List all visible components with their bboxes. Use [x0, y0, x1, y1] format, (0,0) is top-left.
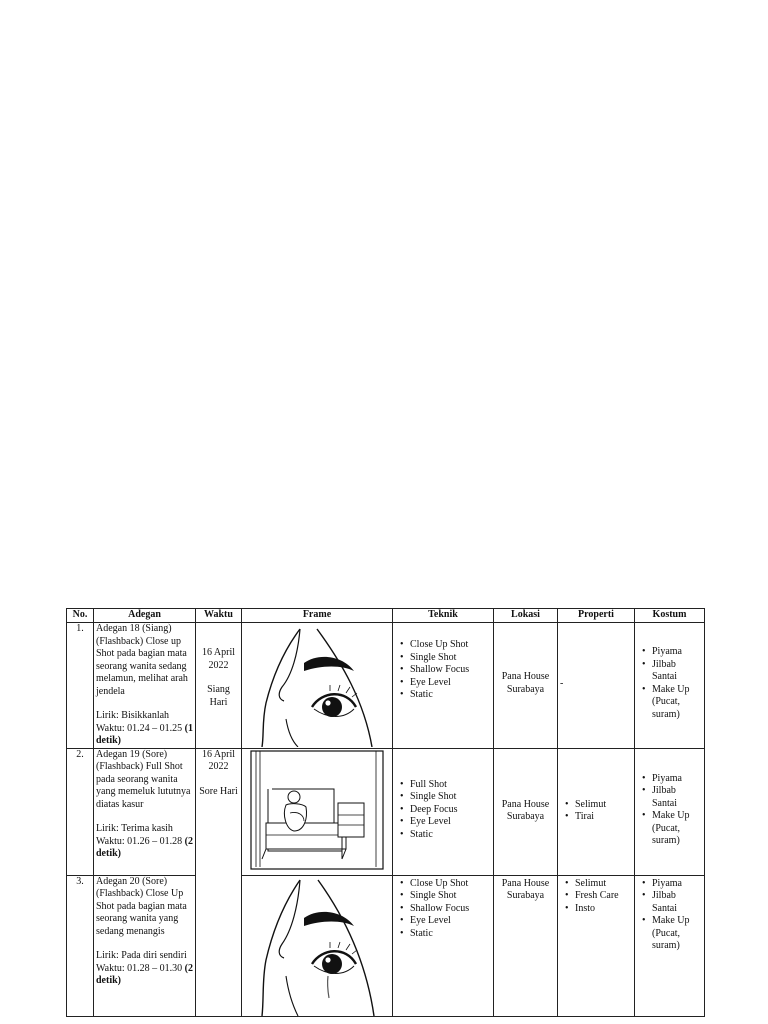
location-text: Pana House Surabaya [501, 671, 550, 695]
teknik-cell [393, 875, 494, 1016]
scene-lyric: Lirik: Terima kasih [96, 823, 173, 834]
list-item: • Deep Focus [395, 804, 491, 817]
list-item: • Insto [560, 903, 632, 916]
table-header-row [67, 609, 705, 623]
list-item: • Single Shot [395, 652, 491, 665]
scene-description: Adegan 20 (Sore) (Flashback) Close Up Shot pada bagian mata seorang wanita yang sedang menangis [96, 875, 187, 937]
teknik-cell [393, 623, 494, 749]
shoot-time-of-day: Siang Hari [207, 684, 230, 708]
header-waktu: Waktu [196, 609, 242, 623]
row-number: 3. [67, 875, 94, 1016]
location-text: Pana House Surabaya [501, 877, 550, 901]
shoot-time-of-day: Sore Hari [199, 785, 238, 797]
list-item: • Selimut [560, 878, 632, 891]
header-lokasi: Lokasi [494, 609, 558, 623]
header-teknik: Teknik [393, 609, 494, 623]
storyboard-table [66, 608, 705, 1017]
list-item: • Static [395, 689, 491, 702]
frame-cell [242, 875, 393, 1016]
list-item: • Jilbab Santai [637, 659, 702, 684]
list-item: • Close Up Shot [395, 639, 491, 652]
table-row [67, 875, 705, 1016]
list-item: • Piyama [637, 773, 702, 786]
list-item: • Tirai [560, 811, 632, 824]
teknik-list [395, 639, 491, 702]
teknik-cell [393, 748, 494, 875]
properti-list [560, 799, 632, 824]
shoot-date: 16 April 2022 [201, 748, 236, 772]
list-item: • Single Shot [395, 890, 491, 903]
header-adegan: Adegan [94, 609, 196, 623]
list-item: • Full Shot [395, 779, 491, 792]
list-item: • Fresh Care [560, 890, 632, 903]
list-item: • Make Up (Pucat, suram) [637, 915, 702, 953]
scene-lyric: Lirik: Pada diri sendiri [96, 950, 187, 961]
properti-cell [558, 748, 635, 875]
list-item: • Jilbab Santai [637, 890, 702, 915]
woman-eye-crying-icon [242, 876, 392, 1016]
table-row [67, 748, 705, 875]
scene-lyric: Lirik: Bisikkanlah [96, 710, 170, 721]
list-item: • Eye Level [395, 915, 491, 928]
scene-timestamp [96, 836, 193, 861]
scene-time-range: Waktu: 01.26 – 01.28 [96, 835, 185, 847]
list-item: • Jilbab Santai [637, 785, 702, 810]
header-no: No. [67, 609, 94, 623]
kostum-cell [635, 748, 705, 875]
scene-timestamp [96, 723, 193, 748]
scene-time-range: Waktu: 01.28 – 01.30 [96, 962, 185, 974]
scene-timestamp [96, 963, 193, 988]
lokasi-cell [494, 875, 558, 1016]
header-frame: Frame [242, 609, 393, 623]
list-item: • Make Up (Pucat, suram) [637, 684, 702, 722]
list-item: • Piyama [637, 646, 702, 659]
list-item: • Single Shot [395, 791, 491, 804]
list-item: • Static [395, 829, 491, 842]
teknik-list [395, 878, 491, 941]
properti-list [560, 878, 632, 916]
adegan-cell [94, 875, 196, 1016]
kostum-cell [635, 875, 705, 1016]
kostum-list [637, 773, 702, 848]
adegan-cell [94, 623, 196, 749]
row-number: 1. [67, 623, 94, 749]
row-number: 2. [67, 748, 94, 875]
teknik-list [395, 779, 491, 842]
waktu-cell [196, 748, 242, 1016]
scene-description: Adegan 19 (Sore) (Flashback) Full Shot pada seorang wanita yang memeluk lututnya diatas kasur [96, 748, 191, 810]
kostum-list [637, 878, 702, 953]
list-item: • Eye Level [395, 677, 491, 690]
woman-on-bed-fullshot-icon [242, 749, 392, 875]
kostum-cell [635, 623, 705, 749]
location-text: Pana House Surabaya [501, 798, 550, 822]
table-row [67, 623, 705, 749]
list-item: • Make Up (Pucat, suram) [637, 810, 702, 848]
adegan-cell [94, 748, 196, 875]
lokasi-cell [494, 623, 558, 749]
scene-duration: (2 detik) [96, 962, 193, 986]
scene-duration: (1 detik) [96, 722, 193, 746]
list-item: • Shallow Focus [395, 664, 491, 677]
scene-duration: (2 detik) [96, 835, 193, 859]
scene-time-range: Waktu: 01.24 – 01.25 [96, 722, 185, 734]
scene-description: Adegan 18 (Siang) (Flashback) Close up Shot pada bagian mata seorang wanita sedang melamun, melihat arah jendela [96, 623, 188, 697]
frame-cell [242, 748, 393, 875]
lokasi-cell [494, 748, 558, 875]
list-item: • Eye Level [395, 816, 491, 829]
list-item: • Selimut [560, 799, 632, 812]
list-item: • Close Up Shot [395, 878, 491, 891]
kostum-list [637, 646, 702, 721]
properti-cell [558, 875, 635, 1016]
properti-cell [558, 623, 635, 749]
list-item: • Piyama [637, 878, 702, 891]
woman-eye-closeup-icon [242, 623, 392, 747]
shoot-date: 16 April 2022 [201, 647, 236, 671]
list-item: • Static [395, 928, 491, 941]
header-kostum: Kostum [635, 609, 705, 623]
header-properti: Properti [558, 609, 635, 623]
list-item: • Shallow Focus [395, 903, 491, 916]
waktu-cell [196, 623, 242, 749]
frame-cell [242, 623, 393, 749]
properti-empty: - [560, 678, 564, 689]
